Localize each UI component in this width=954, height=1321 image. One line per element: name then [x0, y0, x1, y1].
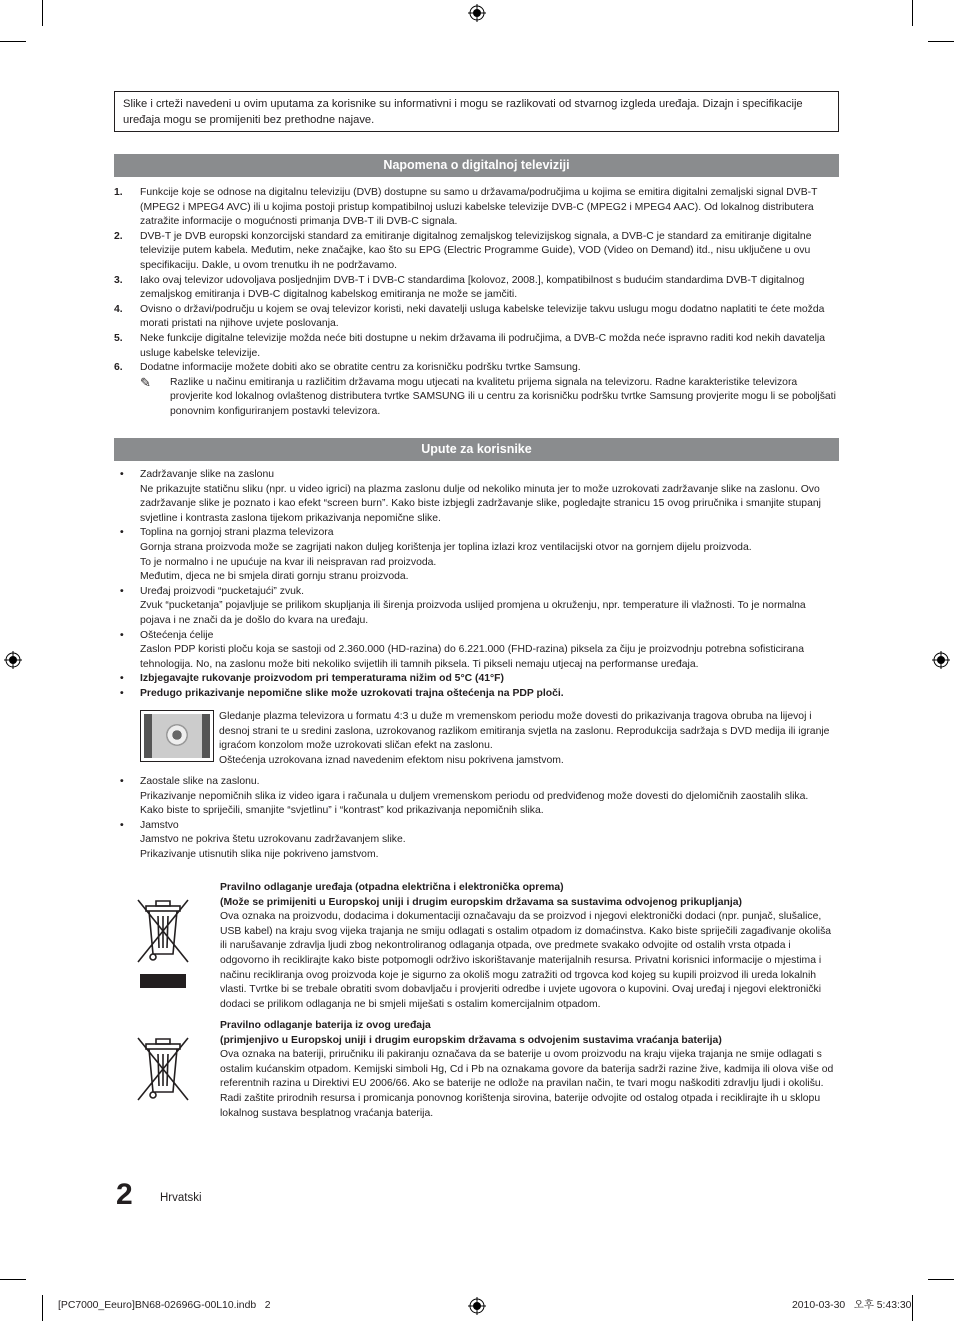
crop-mark — [42, 1295, 43, 1321]
crop-mark — [0, 41, 26, 42]
list-item: • Toplina na gornjoj strani plazma televizora Gornja strana proizvoda može se zagrijati nakon duljeg korištenja jer toplina izlazi kroz ventilacijski otvor na gornjem dijelu proizvoda. To je normalno i ne upućuje na kvar ili neispravan rad proizvoda. Međutim, djeca ne bi smjela dirati gornju stranu proizvoda. — [120, 527, 752, 583]
list-item: 5. Neke funkcije digitalne televizije možda neće biti dostupne u nekim državama ili područjima, a DVB-C možda neće ispravno raditi kod nekih davatelja usluge kabelske televizije. — [114, 332, 825, 359]
section-heading-user-instructions: Upute za korisnike — [114, 438, 839, 461]
file-slug: [PC7000_Eeuro]BN68-02696G-00L10.indb 2 — [58, 1300, 271, 1311]
disclaimer-box: Slike i crteži navedeni u ovim uputama za korisnike su informativni i mogu se razlikovati od stvarnog izgleda uređaja. Dizajn i specifikacije uređaja mogu se promijeniti bez prethodne najave. — [114, 91, 839, 132]
registration-mark-icon — [4, 651, 22, 669]
page-number: 2 — [116, 1178, 133, 1211]
list-item: 4. Ovisno o državi/području u kojem se ovaj televizor koristi, neki davatelji usluga kabelske televizije takvu uslugu mogu dodatno naplatiti te ćete možda morati pristati na njihove uvjete poslovanja. — [114, 303, 825, 330]
user-instructions-list-2 — [114, 775, 839, 863]
crop-mark — [912, 0, 913, 26]
list-item: • Zadržavanje slike na zaslonu Ne prikazujte statičnu sliku (npr. u video igrici) na plazma zaslonu dulje od nekoliko minuta jer to može uzrokovati zadržavanje slike na zaslonu. Ovo zadržavanje slike je poznato i kao efekt “screen burn”. Kako biste izbjegli zadržavanje slike, pogledajte stranicu 15 ovog priručnika i smanjite stupanj svjetline i kontrasta zaslona tijekom prikazivanja nepomične slike. — [120, 469, 821, 524]
list-item: • Predugo prikazivanje nepomične slike može uzrokovati trajna oštećenja na PDP ploči. — [120, 687, 564, 699]
list-item: 3. Iako ovaj televizor udovoljava posljednjim DVB-T i DVB-C standardima [kolovoz, 2008.], kompatibilnost s budućim standardima DVB-T digitalnog zemaljskog emitiranja i DVB-C digitalnog kabelskog emitiranja ne može se jamčiti. — [114, 274, 805, 301]
registration-mark-icon — [468, 1297, 486, 1315]
list-item: • Izbjegavajte rukovanje proizvodom pri temperaturama nižim od 5°C (41°F) — [120, 673, 504, 685]
registration-mark-icon — [932, 651, 950, 669]
language-label: Hrvatski — [160, 1192, 202, 1204]
pencil-note-icon: ✎ — [140, 374, 151, 390]
crop-mark — [42, 0, 43, 26]
crop-mark — [0, 1279, 26, 1280]
list-item: • Zaostale slike na zaslonu. Prikazivanje nepomičnih slika iz video igara i računala u duljem vremenskom periodu od predviđenog može dovesti do djelomičnih zaostalih slika. Kako biste to spriječili, smanjite “svjetlinu” i “kontrast” kod prikazivanja nepomičnih slika. — [120, 776, 809, 817]
tv-4-3-image — [140, 710, 214, 762]
weee-block: Pravilno odlaganje uređaja (otpadna električna i elektronička oprema) (Može se primijeniti u Europskoj uniji i drugim europskim državama sa sustavima odvojenog prikupljanja) Ova oznaka na proizvodu, dodacima i dokumentaciji označavaju da se proizvod i njegovi elektronički dodaci (npr. punjač, slušalice, USB kabel) na kraju svog vijeka trajanja ne smiju odlagati s ostalim otpadom iz domaćinstva. Kako biste spriječili zagađivanje okoliša ili narušavanje zdravlja ljudi zbog nekontroliranog odlaganja otpada, ove predmete svakako odvojite od ostalih vrsta otpada i odgovorno ih reciklirajte kako biste potpomogli održivo iskorištavanje materijalnih resursa. Privatni korisnici informacije o mjestima i načinu recikliranja ovog proizvoda koje je sigurno za okoliš mogu zatražiti od trgovca kod kojeg su kupili proizvod ili ureda lokalnih vlasti. Tvrtke bi se trebale obratiti svom dobavljaču i provjeriti odredbe i uvjete ugovora o kupovini. Ovaj uređaj i njegovi elektronički dodaci se prilikom odlaganja ne bi smjeli miješati s ostalim komercijalnim otpadom. — [220, 882, 832, 1010]
print-timestamp: 2010-03-30 오후 5:43:30 — [792, 1300, 912, 1311]
list-item: 6. Dodatne informacije možete dobiti ako se obratite centru za korisničku podršku tvrtke Samsung. — [114, 362, 581, 374]
list-item: 1. Funkcije koje se odnose na digitalnu televiziju (DVB) dostupne su samo u državama/područjima u kojima se emitira digitalni zemaljski signal DVB-T (MPEG2 i MPEG4 AVC) ili u kojima postoji pristup kompatibilnoj usluzi kabelske televizije DVB-C (MPEG2 i MPEG4 AAC). Od lokalnog distributera zatražite informacije o mogućnosti primanja DVB-T ili DVB-C signala. — [114, 187, 818, 228]
crossed-bin-icon — [134, 896, 192, 990]
user-instructions-list — [114, 468, 839, 702]
battery-block: Pravilno odlaganje baterija iz ovog uređaja (primjenjivo u Europskoj uniji i drugim europskim državama s odvojenim sustavima vraćanja baterija) Ova oznaka na bateriji, priručniku ili pakiranju označava da se baterije u ovom proizvodu na kraju vijeka trajanja ne smije odlagati s ostalim kućanskim otpadom. Kemijski simboli Hg, Cd i Pb na oznakama govore da baterija sadrži razine žive, kadmija ili olova više od referentnih razina u Direktivi EU 2006/66. Ako se baterije ne odlože na pravilan način, te tvari mogu naškoditi zdravlju ljudi i okolišu. Radi zaštite prirodnih resursa i promicanja ponovnog korištenja sirovina, baterije odvojite od ostalog otpada i reciklirajte ih u sklopu lokalnog sustava besplatnog vraćanja baterija. — [220, 1020, 834, 1119]
list-item: • Oštećenja ćelije Zaslon PDP koristi ploču koja se sastoji od 2.360.000 (HD-razina) do 6.221.000 (FHD-razina) piksela za čiju je proizvodnju potrebna sofisticirana tehnologija. No, na zaslonu može biti nekoliko svijetlih ili tamnih piksela. Ti pikseli nemaju utjecaj na performanse uređaja. — [120, 629, 804, 670]
section-heading-digital-tv: Napomena o digitalnoj televiziji — [114, 154, 839, 177]
list-item: • Uređaj proizvodi “pucketajući” zvuk. Zvuk “pucketanja” pojavljuje se prilikom skupljanja ili širenja proizvoda uslijed promjena u okruženju, npr. temperature ili vlažnosti. To je normalna pojava i ne znači da je došlo do kvara na uređaju. — [120, 585, 806, 626]
registration-mark-icon — [468, 4, 486, 22]
digital-tv-list — [114, 186, 839, 420]
list-item: • Jamstvo Jamstvo ne pokriva štetu uzrokovanu zadržavanjem slike. Prikazivanje utisnutih slika nije pokriveno jamstvom. — [120, 819, 406, 860]
tv-4-3-text: Gledanje plazma televizora u formatu 4:3 u duže m vremenskom periodu može dovesti do prikazivanja tragova obruba na lijevoj i desnoj strani te u sredini zaslona, uzrokovanog razlikom emitiranja svjetla na zaslonu. Reprodukcija sadržaja s DVD medija ili igranje igraćom konzolom može uzrokovati sličan efekt na zaslonu. Oštećenja uzrokovana iznad navedenim efektom nisu pokrivena jamstvom. — [219, 711, 830, 766]
crossed-bin-icon — [134, 1034, 192, 1104]
crop-mark — [928, 1279, 954, 1280]
crop-mark — [928, 41, 954, 42]
crop-mark — [912, 1295, 913, 1321]
note: ✎ Razlike u načinu emitiranja u različitim državama mogu utjecati na kvalitetu prijema signala na televizoru. Radne karakteristike televizora provjerite kod lokalnog ovlaštenog distributera tvrtke SAMSUNG ili u centru za korisničku podršku tvrtke Samsung provjerite mogu li se poboljšati ponovnim konfiguriranjem postavki televizora. — [140, 374, 836, 417]
list-item: 2. DVB-T je DVB europski konzorcijski standard za emitiranje digitalnog zemaljskog televizijskog signala, a DVB-C je standard za emitiranje digitalne televizije putem kabela. Međutim, neke značajke, kao što su EPG (Electric Programme Guide), VOD (Video on Demand) itd., nisu uključene u ovu specifikaciju. Dakle, u ovom trenutku ih ne podržavamo. — [114, 230, 812, 271]
